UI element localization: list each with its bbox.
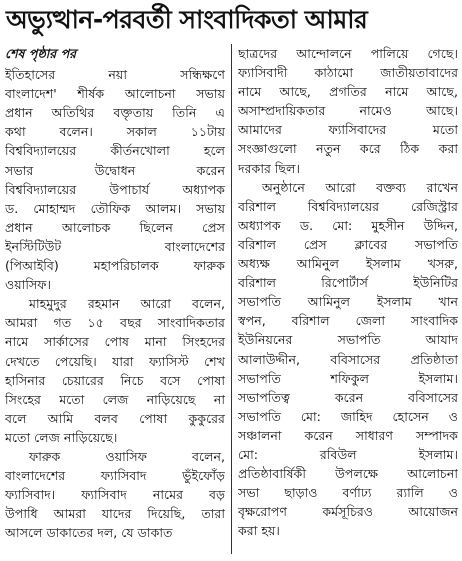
left-column [5, 44, 225, 542]
text-line: ফ্যাসিবাদী কাঠামো জাতীয়তাবাদের [238, 65, 458, 81]
text-line: করা হয়। [238, 523, 280, 539]
text-line: ওয়াসিফ। [5, 277, 51, 293]
text-line: কথা বলেন। সকাল ১১টায় [5, 124, 225, 140]
article-headline: অভ্যুত্থান-পরবর্তী সাংবাদিকতা আমার [6, 5, 368, 34]
text-line: বিশ্ববিদ্যালয়ের উপাচার্য অধ্যাপক [5, 181, 225, 197]
text-line: বরিশাল বিশ্ববিদ্যালয়ের রেজিস্ট্রার [238, 198, 458, 214]
text-line: (পিআইবি) মহাপরিচালক ফারুক [5, 258, 225, 274]
paragraph [5, 447, 225, 542]
paragraph [5, 65, 225, 294]
text-line: প্রধান আলোচক ছিলেন প্রেস [5, 219, 225, 235]
text-line: বৃক্ষরোপণ কর্মসূচিরও আয়োজন [238, 504, 458, 520]
text-line: সভাপতি শফিকুল ইসলাম। [238, 370, 458, 386]
text-line: আমরা গত ১৫ বছর সাংবাদিকতার [5, 315, 225, 331]
text-line: ইনস্টিটিউট বাংলাদেশের [5, 238, 225, 254]
text-line: মো: রবিউল ইসলাম। [238, 446, 458, 462]
left-column-body [5, 65, 225, 542]
text-line: উপাধি আমরা যাদের দিয়েছি, তারা [5, 506, 225, 522]
text-line: সঞ্চালনা করেন সাধারণ সম্পাদক [238, 427, 458, 443]
continued-from-label: শেষ পৃষ্ঠার পর [5, 46, 77, 61]
text-line: বরিশাল রিপোর্টার্স ইউনিটির [238, 275, 458, 291]
text-line: দেখতে পেয়েছি। যারা ফ্যাসিস্ট শেখ [5, 353, 225, 369]
text-line: সভার উদ্বোধন করেন [5, 162, 225, 178]
text-line: প্রতিষ্ঠাবার্ষিকী উপলক্ষে আলোচনা [238, 466, 458, 482]
text-line: স্বপন, বরিশাল জেলা সাংবাদিক [238, 313, 458, 329]
text-line: বিশ্ববিদ্যালয়ের কীর্তনখোলা হলে [5, 143, 225, 159]
text-line: অধ্যক্ষ আমিনুল ইসলাম খসরু, [238, 256, 458, 272]
text-line: বাংলাদেশের ফ্যাসিবাদ ভুঁইফোঁড় [5, 468, 225, 484]
text-line: হাসিনার চেয়ারের নিচে বসে পোষা [5, 372, 225, 388]
paragraph [238, 178, 458, 541]
paragraph [5, 294, 225, 447]
text-line: আসলে ডাকাতের দল, যে ডাকাত [5, 525, 173, 541]
right-column-body [238, 44, 458, 540]
text-line: মতো লেজ নাড়িয়েছে। [5, 429, 118, 445]
text-line: অনুষ্ঠানে আরো বক্তব্য রাখেন [262, 179, 458, 195]
text-line: সিংহের মতো লেজ নাড়িয়েছে না [5, 391, 225, 407]
text-line: নামে সার্কাসের পোষ মানা সিংহদের [5, 334, 225, 350]
text-line: সভাপতিত্ব করেন ববিসাসের [238, 389, 458, 405]
text-line: সভা ছাড়াও বর্ণাঢ্য র‍্যালি ও [238, 485, 458, 501]
text-line: অধ্যাপক ড. মো: মুহসীন উদ্দিন, [238, 217, 458, 233]
text-line: বাংলাদেশ' শীর্ষক আলোচনা সভায় [5, 86, 225, 102]
text-line: ইতিহাসের নয়া সন্ধিক্ষণে [5, 67, 225, 83]
right-column [238, 44, 458, 540]
text-line: ইউনিয়নের সভাপতি আযাদ [238, 332, 458, 348]
text-line: মাহমুদুর রহমান আরো বলেন, [29, 296, 225, 312]
text-line: সভাপতি আমিনুল ইসলাম খান [238, 294, 458, 310]
text-line: ড. মোহাম্মদ তৌফিক আলম। সভায় [5, 200, 225, 216]
text-line: সভাপতি মো: জাহিদ হোসেন ও [238, 408, 458, 424]
text-line: সংজ্ঞাগুলো নতুন করে ঠিক করা [238, 141, 458, 157]
text-line: বলে আমি বলব পোষা কুকুরের [5, 410, 225, 426]
text-line: ফ্যাসিবাদ। ফ্যাসিবাদ নামের বড় [5, 487, 225, 503]
text-line: ফারুক ওয়াসিফ বলেন, [29, 448, 225, 464]
paragraph [238, 44, 458, 178]
text-line: দরকার ছিল। [238, 160, 301, 176]
text-line: আমাদের ফ্যাসিবাদের মতো [238, 122, 458, 138]
text-line: আলাউদ্দীন, ববিসাসের প্রতিষ্ঠাতা [238, 351, 458, 367]
text-line: অসাম্প্রদায়িকতার নামেও আছে। [238, 103, 458, 119]
text-line: প্রধান অতিথির বক্তৃতায় তিনি এ [5, 105, 225, 121]
text-line: বরিশাল প্রেস ক্লাবের সভাপতি [238, 236, 458, 252]
text-line: ছাত্রদের আন্দোলনে পালিয়ে গেছে। [238, 46, 458, 61]
column-divider [231, 44, 232, 554]
text-line: নামে আছে, প্রগতির নামে আছে, [238, 84, 458, 100]
